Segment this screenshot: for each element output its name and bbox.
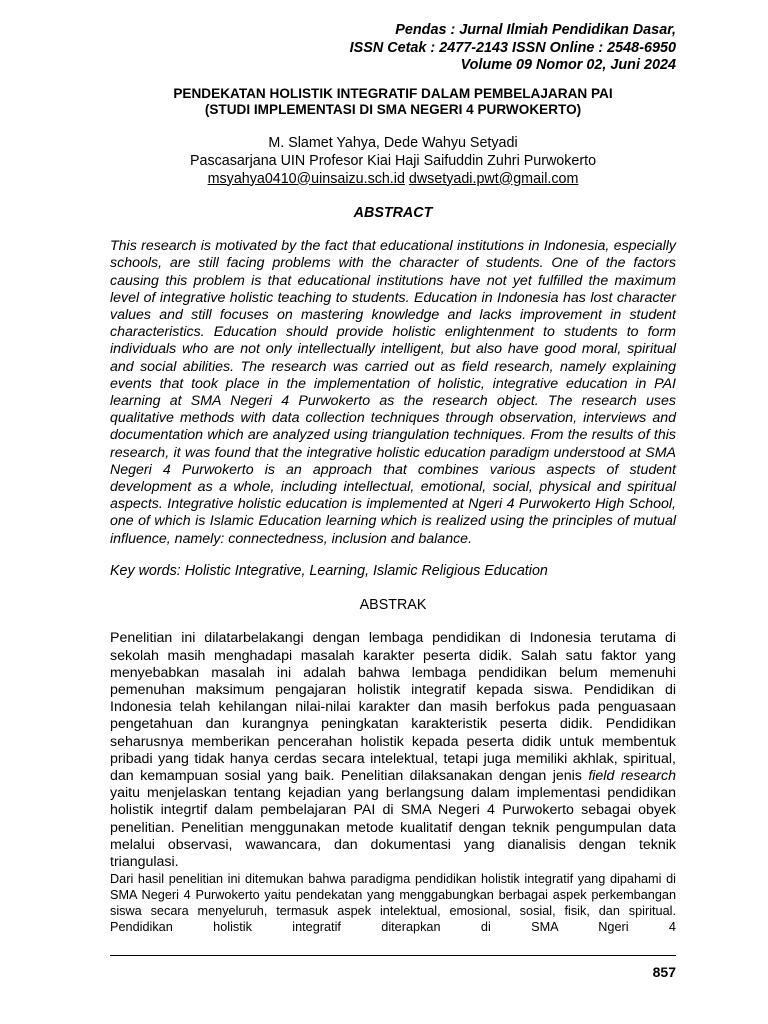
journal-header	[110, 22, 676, 75]
abstrak-heading: ABSTRAK	[359, 597, 427, 614]
page-number: 857	[652, 964, 676, 980]
abstrak-indonesian-text	[110, 630, 676, 871]
journal-name: Pendas : Jurnal Ilmiah Pendidikan Dasar,	[395, 22, 676, 38]
author-affiliation: Pascasarjana UIN Profesor Kiai Haji Saifuddin Zuhri Purwokerto	[189, 152, 597, 169]
paper-title-line2: (STUDI IMPLEMENTASI DI SMA NEGERI 4 PURWOKERTO)	[204, 102, 582, 118]
paper-title-line1: PENDEKATAN HOLISTIK INTEGRATIF DALAM PEMBELAJARAN PAI	[173, 85, 613, 101]
journal-issn: ISSN Cetak : 2477-2143 ISSN Online : 2548-6950	[349, 39, 676, 56]
author-names: M. Slamet Yahya, Dede Wahyu Setyadi	[268, 135, 518, 152]
author-block	[110, 135, 676, 188]
keywords: Key words: Holistic Integrative, Learning, Islamic Religious Education	[110, 562, 548, 579]
journal-volume: Volume 09 Nomor 02, Juni 2024	[460, 57, 676, 73]
author-emails	[110, 171, 676, 189]
abstrak-text-part1: Penelitian ini dilatarbelakangi dengan lembaga pendidikan di Indonesia terutama di sekolah masih menghadapi masalah karakter peserta didik. Salah satu faktor yang menyebabkan masalah ini adalah bahwa lembaga pendidikan belum memenuhi pemenuhan maksimum pengajaran holistik integratif kepada siswa. Pendidikan di Indonesia telah kehilangan nilai-nilai karakter dan masih berfokus pada penguasaan pengetahuan dan kurangnya peningkatan karakteristik peserta didik. Pendidikan seharusnya memberikan pencerahan holistik kepada peserta didik untuk membentuk pribadi yang tidak hanya cerdas secara intelektual, tetapi juga memiliki akhlak, spiritual, dan kemampuan sosial yang baik. Penelitian dilaksanakan dengan jenis	[110, 630, 676, 784]
abstract-heading: ABSTRACT	[353, 205, 433, 222]
paper-title	[110, 86, 676, 120]
abstrak-text-field-research: field research	[588, 767, 676, 784]
abstrak-text-part2: yaitu menjelaskan tentang kejadian yang berlangsung dalam implementasi pendidikan holistik integrtif dalam pembelajaran PAI di SMA Negeri 4 Purwokerto sebagai obyek penelitian. Penelitian menggunakan metode kualitatif dengan teknik pengumpulan data melalui observasi, wawancara, dan dokumentasi yang dianalisis dengan teknik triangulasi.	[110, 785, 676, 870]
abstrak-text-continuation: Dari hasil penelitian ini ditemukan bahwa paradigma pendidikan holistik integratif yang dipahami di SMA Negeri 4 Purwokerto yaitu pendekatan yang menggabungkan berbagai aspek perkembangan siswa secara menyeluruh, termasuk aspek intelektual, emosional, sosial, fisik, dan spiritual. Pendidikan holistik integratif diterapkan di SMA Ngeri 4	[110, 872, 676, 935]
footer-rule	[110, 955, 676, 956]
journal-page	[110, 22, 676, 935]
abstract-english-text: This research is motivated by the fact that educational institutions in Indonesia, especially schools, are still facing problems with the character of students. One of the factors causing this problem is that educational institutions have not yet fulfilled the maximum level of integrative holistic teaching to students. Education in Indonesia has lost character values and still focuses on mastering knowledge and lacks improvement in student characteristics. Education should provide holistic enlightenment to students to form individuals who are not only intellectually intelligent, but also have good moral, spiritual and social abilities. The research was carried out as field research, namely explaining events that took place in the implementation of holistic, integrative education in PAI learning at SMA Negeri 4 Purwokerto as the research object. The research uses qualitative methods with data collection techniques through observation, interviews and documentation which are analyzed using triangulation techniques. From the results of this research, it was found that the integrative holistic education paradigm understood at SMA Negeri 4 Purwokerto is an approach that combines various aspects of student development as a whole, including intellectual, emotional, social, physical and spiritual aspects. Integrative holistic education is implemented at Ngeri 4 Purwokerto High School, one of which is Islamic Education learning which is realized using the principles of mutual influence, namely: connectedness, inclusion and balance.	[110, 238, 676, 547]
author-email-link-2[interactable]: dwsetyadi.pwt@gmail.com	[408, 170, 579, 187]
author-email-link-1[interactable]: msyahya0410@uinsaizu.sch.id	[207, 170, 405, 187]
